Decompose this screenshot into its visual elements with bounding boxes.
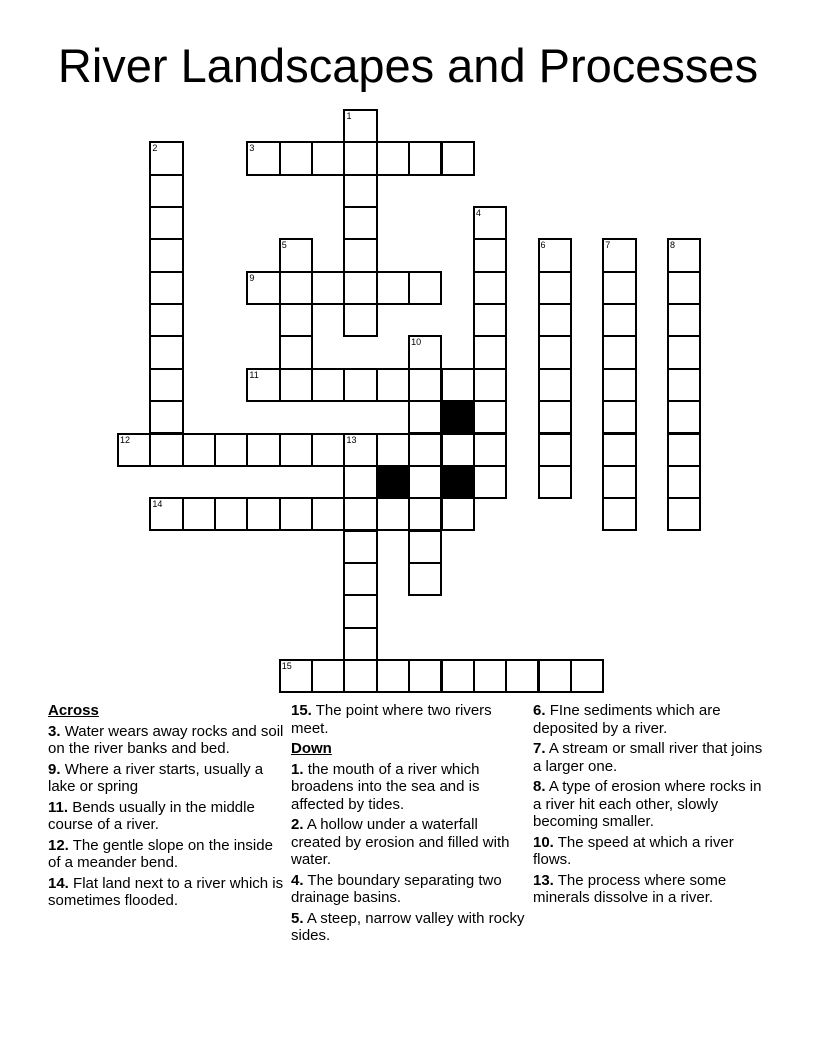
clue-down-8: [533, 778, 773, 831]
clue-text: A hollow under a waterfall created by erosion and filled with water.: [291, 816, 510, 868]
across-heading: Across: [48, 702, 99, 719]
grid-cell[interactable]: [538, 433, 572, 467]
clue-text: The gentle slope on the inside of a meander bend.: [48, 836, 273, 871]
clue-column-3: [533, 702, 773, 910]
grid-cell[interactable]: [149, 141, 183, 175]
grid-cell[interactable]: [182, 497, 216, 531]
grid-cell[interactable]: [667, 433, 701, 467]
grid-cell[interactable]: [667, 497, 701, 531]
grid-cell[interactable]: [602, 497, 636, 531]
grid-cell[interactable]: [408, 530, 442, 564]
grid-cell[interactable]: [602, 433, 636, 467]
grid-cell[interactable]: [602, 465, 636, 499]
grid-cell[interactable]: [214, 497, 248, 531]
clue-number: 15.: [291, 702, 312, 719]
grid-cell[interactable]: [149, 174, 183, 208]
clue-number: 5.: [291, 909, 304, 927]
grid-cell[interactable]: [376, 141, 410, 175]
grid-cell[interactable]: [538, 400, 572, 434]
grid-cell[interactable]: [473, 303, 507, 337]
grid-cell[interactable]: [343, 562, 377, 596]
clue-number: 13.: [533, 871, 554, 889]
grid-cell[interactable]: [473, 271, 507, 305]
grid-cell[interactable]: [343, 433, 377, 467]
grid-cell[interactable]: [279, 368, 313, 402]
clue-down-6: [533, 702, 773, 737]
grid-cell[interactable]: [408, 433, 442, 467]
grid-cell[interactable]: [408, 271, 442, 305]
grid-cell[interactable]: [279, 141, 313, 175]
grid-cell[interactable]: [602, 271, 636, 305]
grid-cell[interactable]: [343, 141, 377, 175]
grid-cell[interactable]: [343, 206, 377, 240]
grid-cell[interactable]: [279, 659, 313, 693]
grid-cell[interactable]: [408, 497, 442, 531]
grid-cell[interactable]: [667, 465, 701, 499]
grid-cell[interactable]: [376, 659, 410, 693]
grid-cell[interactable]: [602, 238, 636, 272]
clue-number-label: 3: [249, 143, 255, 154]
clue-number: 3.: [48, 722, 61, 740]
grid-cell[interactable]: [538, 335, 572, 369]
grid-cell[interactable]: [343, 271, 377, 305]
puzzle-title: River Landscapes and Processes: [57, 39, 759, 92]
grid-cell[interactable]: [408, 465, 442, 499]
grid-cell[interactable]: [473, 368, 507, 402]
clue-down-5: [291, 910, 531, 945]
grid-cell[interactable]: [311, 497, 345, 531]
clue-number-label: 11: [249, 369, 259, 380]
grid-cell[interactable]: [473, 433, 507, 467]
grid-cell[interactable]: [343, 465, 377, 499]
grid-cell[interactable]: [538, 659, 572, 693]
clue-number-label: 15: [281, 660, 292, 671]
grid-cell[interactable]: [376, 497, 410, 531]
grid-cell[interactable]: [343, 174, 377, 208]
grid-cell[interactable]: [667, 400, 701, 434]
clue-text: The point where two rivers meet.: [291, 702, 492, 737]
clue-number: 10.: [533, 833, 554, 851]
clue-text: Flat land next to a river which is sometimes flooded.: [48, 874, 284, 909]
clue-number-label: 10: [411, 337, 422, 348]
grid-cell[interactable]: [602, 335, 636, 369]
grid-cell[interactable]: [408, 400, 442, 434]
grid-cell[interactable]: [376, 368, 410, 402]
grid-cell[interactable]: [343, 659, 377, 693]
grid-cell[interactable]: [343, 497, 377, 531]
clue-across-15: [291, 702, 531, 737]
clue-number-label: 13: [346, 434, 357, 445]
grid-cell[interactable]: [473, 335, 507, 369]
grid-cell[interactable]: [246, 497, 280, 531]
black-cell: [376, 465, 410, 499]
clue-number-label: 4: [475, 208, 481, 219]
grid-cell[interactable]: [505, 659, 539, 693]
grid-cell[interactable]: [343, 109, 377, 143]
grid-cell[interactable]: [279, 433, 313, 467]
clue-number-label: 8: [669, 240, 675, 251]
grid-cell[interactable]: [246, 368, 280, 402]
clue-number-label: 5: [281, 240, 287, 251]
grid-cell[interactable]: [149, 433, 183, 467]
grid-cell[interactable]: [441, 141, 475, 175]
grid-cell[interactable]: [343, 627, 377, 661]
grid-cell[interactable]: [376, 433, 410, 467]
grid-cell[interactable]: [441, 497, 475, 531]
clue-number-label: 1: [346, 111, 352, 121]
grid-cell[interactable]: [149, 400, 183, 434]
clue-text: A stream or small river that joins a larger one.: [533, 740, 763, 775]
grid-cell[interactable]: [343, 594, 377, 628]
grid-cell[interactable]: [408, 659, 442, 693]
clue-number: 6.: [533, 702, 546, 719]
grid-cell[interactable]: [279, 497, 313, 531]
clue-number: 12.: [48, 836, 69, 854]
clue-number-label: 7: [605, 240, 611, 251]
grid-cell[interactable]: [408, 335, 442, 369]
grid-cell[interactable]: [667, 335, 701, 369]
grid-cell[interactable]: [149, 368, 183, 402]
grid-cell[interactable]: [473, 400, 507, 434]
grid-cell[interactable]: [602, 303, 636, 337]
grid-cell[interactable]: [149, 238, 183, 272]
clue-number: 8.: [533, 778, 546, 795]
grid-cell[interactable]: [343, 238, 377, 272]
clue-text: A type of erosion where rocks in a river hit each other, slowly becoming smaller.: [533, 778, 762, 830]
black-cell: [441, 465, 475, 499]
grid-cell[interactable]: [246, 433, 280, 467]
down-heading: Down: [291, 740, 332, 757]
grid-cell[interactable]: [473, 206, 507, 240]
grid-cell[interactable]: [538, 238, 572, 272]
clue-across-3: [48, 723, 288, 758]
clue-across-14: [48, 875, 288, 910]
grid-cell[interactable]: [441, 659, 475, 693]
clue-text: A steep, narrow valley with rocky sides.: [291, 909, 525, 944]
clue-number: 1.: [291, 760, 304, 778]
clue-number: 2.: [291, 816, 304, 833]
grid-cell[interactable]: [246, 141, 280, 175]
grid-cell[interactable]: [667, 238, 701, 272]
clue-number: 9.: [48, 760, 61, 778]
grid-cell[interactable]: [311, 659, 345, 693]
grid-cell[interactable]: [279, 271, 313, 305]
clue-number-label: 2: [152, 143, 158, 154]
clue-number: 11.: [48, 798, 69, 816]
grid-cell[interactable]: [667, 271, 701, 305]
grid-cell[interactable]: [473, 465, 507, 499]
clue-across-9: [48, 761, 288, 796]
grid-cell[interactable]: [182, 433, 216, 467]
grid-cell[interactable]: [279, 238, 313, 272]
grid-cell[interactable]: [311, 141, 345, 175]
grid-cell[interactable]: [538, 303, 572, 337]
clue-text: the mouth of a river which broadens into the sea and is affected by tides.: [291, 760, 480, 813]
grid-cell[interactable]: [441, 433, 475, 467]
grid-cell[interactable]: [602, 368, 636, 402]
black-cell: [441, 400, 475, 434]
grid-cell[interactable]: [473, 238, 507, 272]
grid-cell[interactable]: [408, 141, 442, 175]
grid-cell[interactable]: [279, 303, 313, 337]
grid-cell[interactable]: [311, 433, 345, 467]
clue-down-4: [291, 872, 531, 907]
clue-down-7: [533, 740, 773, 775]
clue-across-12: [48, 837, 288, 872]
grid-cell[interactable]: [279, 335, 313, 369]
clue-text: Water wears away rocks and soil on the river banks and bed.: [48, 722, 284, 757]
clue-text: The speed at which a river flows.: [533, 833, 734, 868]
grid-cell[interactable]: [408, 368, 442, 402]
grid-cell[interactable]: [149, 206, 183, 240]
clue-number: 14.: [48, 874, 69, 892]
clue-number-label: 14: [152, 499, 163, 510]
clue-down-10: [533, 834, 773, 869]
clue-number-label: 9: [249, 272, 255, 283]
grid-cell[interactable]: [538, 465, 572, 499]
grid-cell[interactable]: [149, 271, 183, 305]
grid-cell[interactable]: [343, 368, 377, 402]
grid-cell[interactable]: [538, 271, 572, 305]
grid-cell[interactable]: [538, 368, 572, 402]
grid-cell[interactable]: [117, 433, 151, 467]
clue-number-label: 6: [540, 240, 546, 251]
clue-text: Bends usually in the middle course of a river.: [48, 798, 255, 833]
grid-cell[interactable]: [602, 400, 636, 434]
grid-cell[interactable]: [343, 530, 377, 564]
grid-cell[interactable]: [149, 303, 183, 337]
clue-number: 4.: [291, 871, 304, 889]
clue-down-2: [291, 816, 531, 869]
grid-cell[interactable]: [473, 659, 507, 693]
grid-cell[interactable]: [570, 659, 604, 693]
clue-text: FIne sediments which are deposited by a river.: [533, 702, 721, 737]
grid-cell[interactable]: [667, 303, 701, 337]
clue-text: The process where some minerals dissolve in a river.: [533, 871, 727, 906]
grid-cell[interactable]: [441, 368, 475, 402]
grid-cell[interactable]: [408, 562, 442, 596]
clue-text: The boundary separating two drainage basins.: [291, 871, 502, 906]
grid-cell[interactable]: [149, 335, 183, 369]
grid-cell[interactable]: [311, 271, 345, 305]
grid-cell[interactable]: [246, 271, 280, 305]
clue-text: Where a river starts, usually a lake or spring: [48, 760, 264, 795]
clue-column-1: [48, 702, 288, 913]
clue-down-13: [533, 872, 773, 907]
grid-cell[interactable]: [343, 303, 377, 337]
grid-cell[interactable]: [376, 271, 410, 305]
grid-cell[interactable]: [311, 368, 345, 402]
clue-number: 7.: [533, 740, 546, 757]
clue-down-1: [291, 761, 531, 814]
grid-cell[interactable]: [214, 433, 248, 467]
grid-cell[interactable]: [149, 497, 183, 531]
clue-number-label: 12: [120, 434, 131, 445]
clue-column-2: [291, 702, 531, 948]
clue-across-11: [48, 799, 288, 834]
grid-cell[interactable]: [667, 368, 701, 402]
